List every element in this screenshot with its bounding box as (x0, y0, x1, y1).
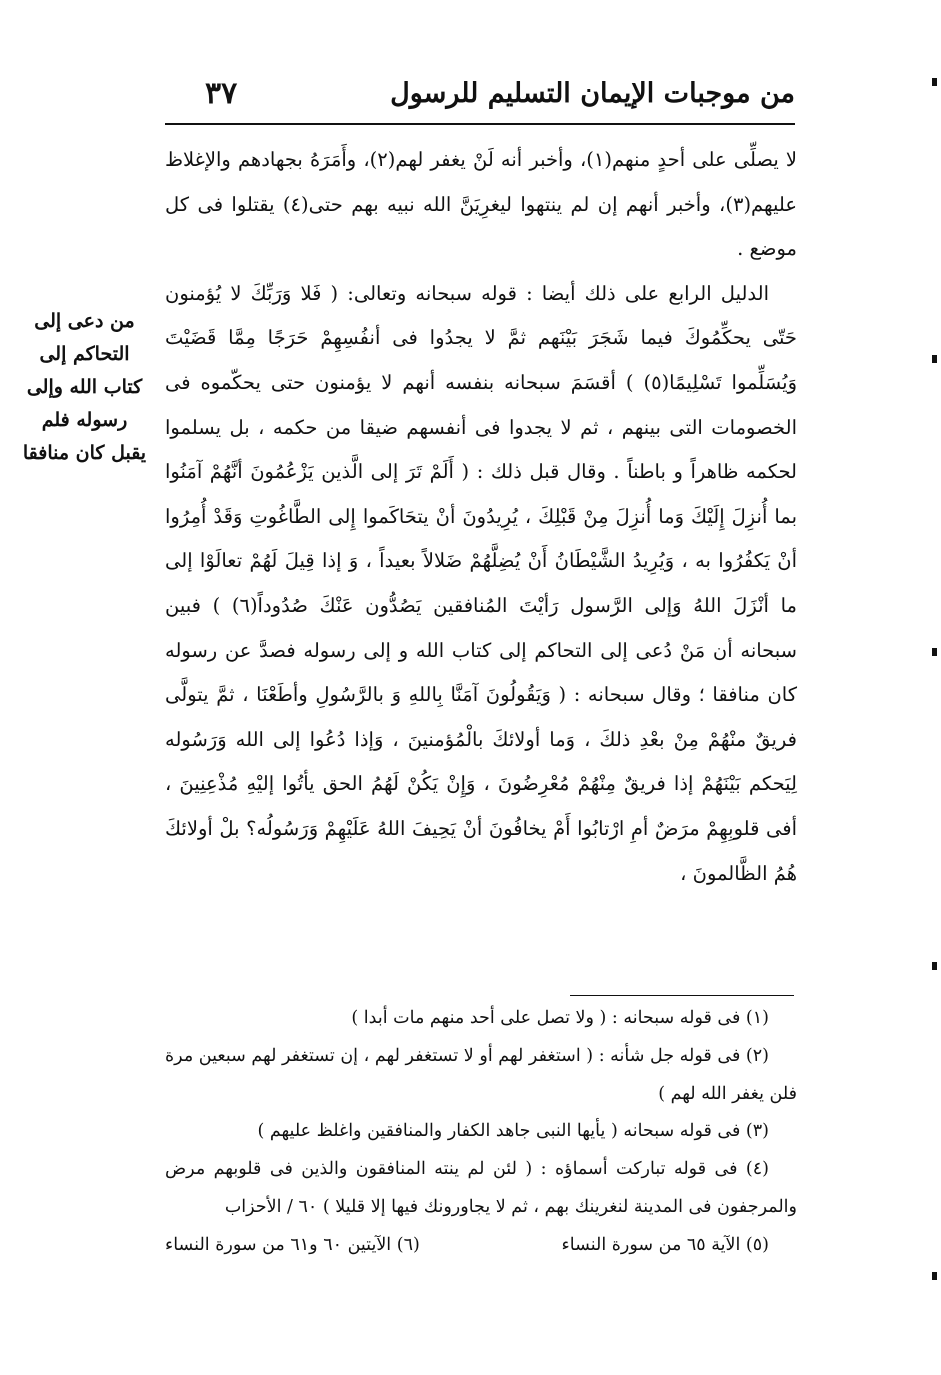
footnote-1: (١) فى قوله سبحانه : ( ولا تصل على أحد منهم مات أبدا ) (351, 1008, 769, 1028)
scan-edge-mark (932, 355, 937, 363)
scan-edge-mark (932, 648, 937, 656)
header-rule (165, 123, 795, 125)
paragraph-2: الدليل الرابع على ذلك أيضا : قوله سبحانه وتعالى: ( فَلا وَرَبِّكَ لا يُؤمنون حَتّى يحكِّمُوكَ فيما شَجَرَ بَيْنَهم ثمَّ لا يجدُوا فى أنفُسِهِمْ حَرَجًا مِمَّا قَضَيْتَ وَيُسَلِّموا تَسْلِيمًا(٥) ) أقسَمَ سبحانه بنفسه أنهم لا يؤمنون حتى يحكّموه فى الخصومات التى بينهم ، ثم لا يجدوا فى أنفسهم ضيقا من حكمه ، بل يسلموا لحكمه ظاهراً و باطناً . وقال قبل ذلك : ( أَلَمْ تَرَ إلى الَّذين يَزْعُمُونَ أنَّهُمْ آمَنُوا بما أُنزِلَ إِلَيْكَ وَما أُنزِلَ مِنْ قَبْلِكَ ، يُرِيدُونَ أنْ يتحَاكَموا إِلى الطَّاغُوتِ وَقَدْ أُمِرُوا أنْ يَكفُرُوا به ، وَيُرِيدُ الشَّيْطَانُ أَنْ يُضِلَّهُمْ ضَلالاً بعيداً ، وَ إذا قِيلَ لَهُمْ تعالَوْا إلى ما أنْزَلَ اللهُ وَإلى الرَّسول رَأيْتَ المُنافقين يَصُدُّون عَنْكَ صُدُوداً(٦) ) فبين سبحانه أن مَنْ دُعى إلى التحاكم إلى كتاب الله و إلى رسوله فصدَّ عن رسوله كان منافقا ؛ وقال سبحانه : ( وَيَقُولُونَ آمَنَّا بِاللهِ وَ بالرَّسُولِ وأطَعْنَا ، ثمَّ يتولَّى فريقٌ منْهُمْ مِنْ بعْدِ ذلكَ ، وَما أولائكَ بالْمُؤمنينَ ، وَإذا دُعُوا إلى الله وَرَسُوله لِيَحكم بَيْنَهُمْ إذا فريقٌ مِنْهُمْ مُعْرِضُونَ ، وَإِنْ يَكُنْ لَهُمُ الحق يأتُوا إليْهِ مُذْعِنِينَ ، أفى قلوبِهِمْ مرَضٌ أمِ ارْتابُوا أَمْ يخافُونَ أنْ يَحِيفَ اللهُ عَلَيْهِمْ وَرَسُولُه؟ بلْ أولائكَ هُمُ الظَّالمونَ ، (165, 281, 797, 885)
footnotes-5-6 (165, 1227, 797, 1265)
footnote-rule (570, 995, 794, 996)
footnote-2: (٢) فى قوله جل شأنه : ( استغفر لهم أو لا تستغفر لهم ، إن تستغفر لهم سبعين مرة فلن يغفر الله لهم ) (165, 1045, 797, 1104)
page-number: ٣٧ (205, 76, 238, 111)
margin-note: من دعى إلى التحاكم إلى كتاب الله وإلى رسوله فلم يقبل كان منافقا (22, 310, 147, 464)
paragraph-1: لا يصلِّى على أحدٍ منهم(١)، وأخبر أنه لَنْ يغفر لهم(٢)، وأَمَرَهُ بجهادهم والإغلاظ عليهم(٣)، وأخبر أنهم إن لم ينتهوا ليغرِيَنَّ الله نبيه بهم حتى(٤) يقتلوا فى كل موضع . (165, 148, 798, 261)
footnotes (165, 1000, 797, 1265)
footnote-3: (٣) فى قوله سبحانه ( يأيها النبى جاهد الكفار والمنافقين واغلظ عليهم ) (257, 1121, 769, 1142)
running-title: من موجبات الإيمان التسليم للرسول (390, 78, 795, 109)
scan-edge-mark (932, 1272, 937, 1280)
scan-edge-mark (932, 78, 937, 86)
footnote-4: (٤) فى قوله تباركت أسماؤه : ( لئن لم ينته المنافقون والذين فى قلوبهم مرض والمرجفون فى المدينة لنغرينك بهم ، ثم لا يجاورونك فيها إلا قليلا ) ٦٠ / الأحزاب (165, 1159, 797, 1217)
page-header (165, 72, 795, 122)
footnote-6: (٦) الآيتين ٦٠ و٦١ من سورة النساء (165, 1234, 420, 1255)
footnote-5: (٥) الآية ٦٥ من سورة النساء (561, 1234, 769, 1255)
main-text (165, 138, 797, 896)
scan-edge-mark (932, 962, 937, 970)
